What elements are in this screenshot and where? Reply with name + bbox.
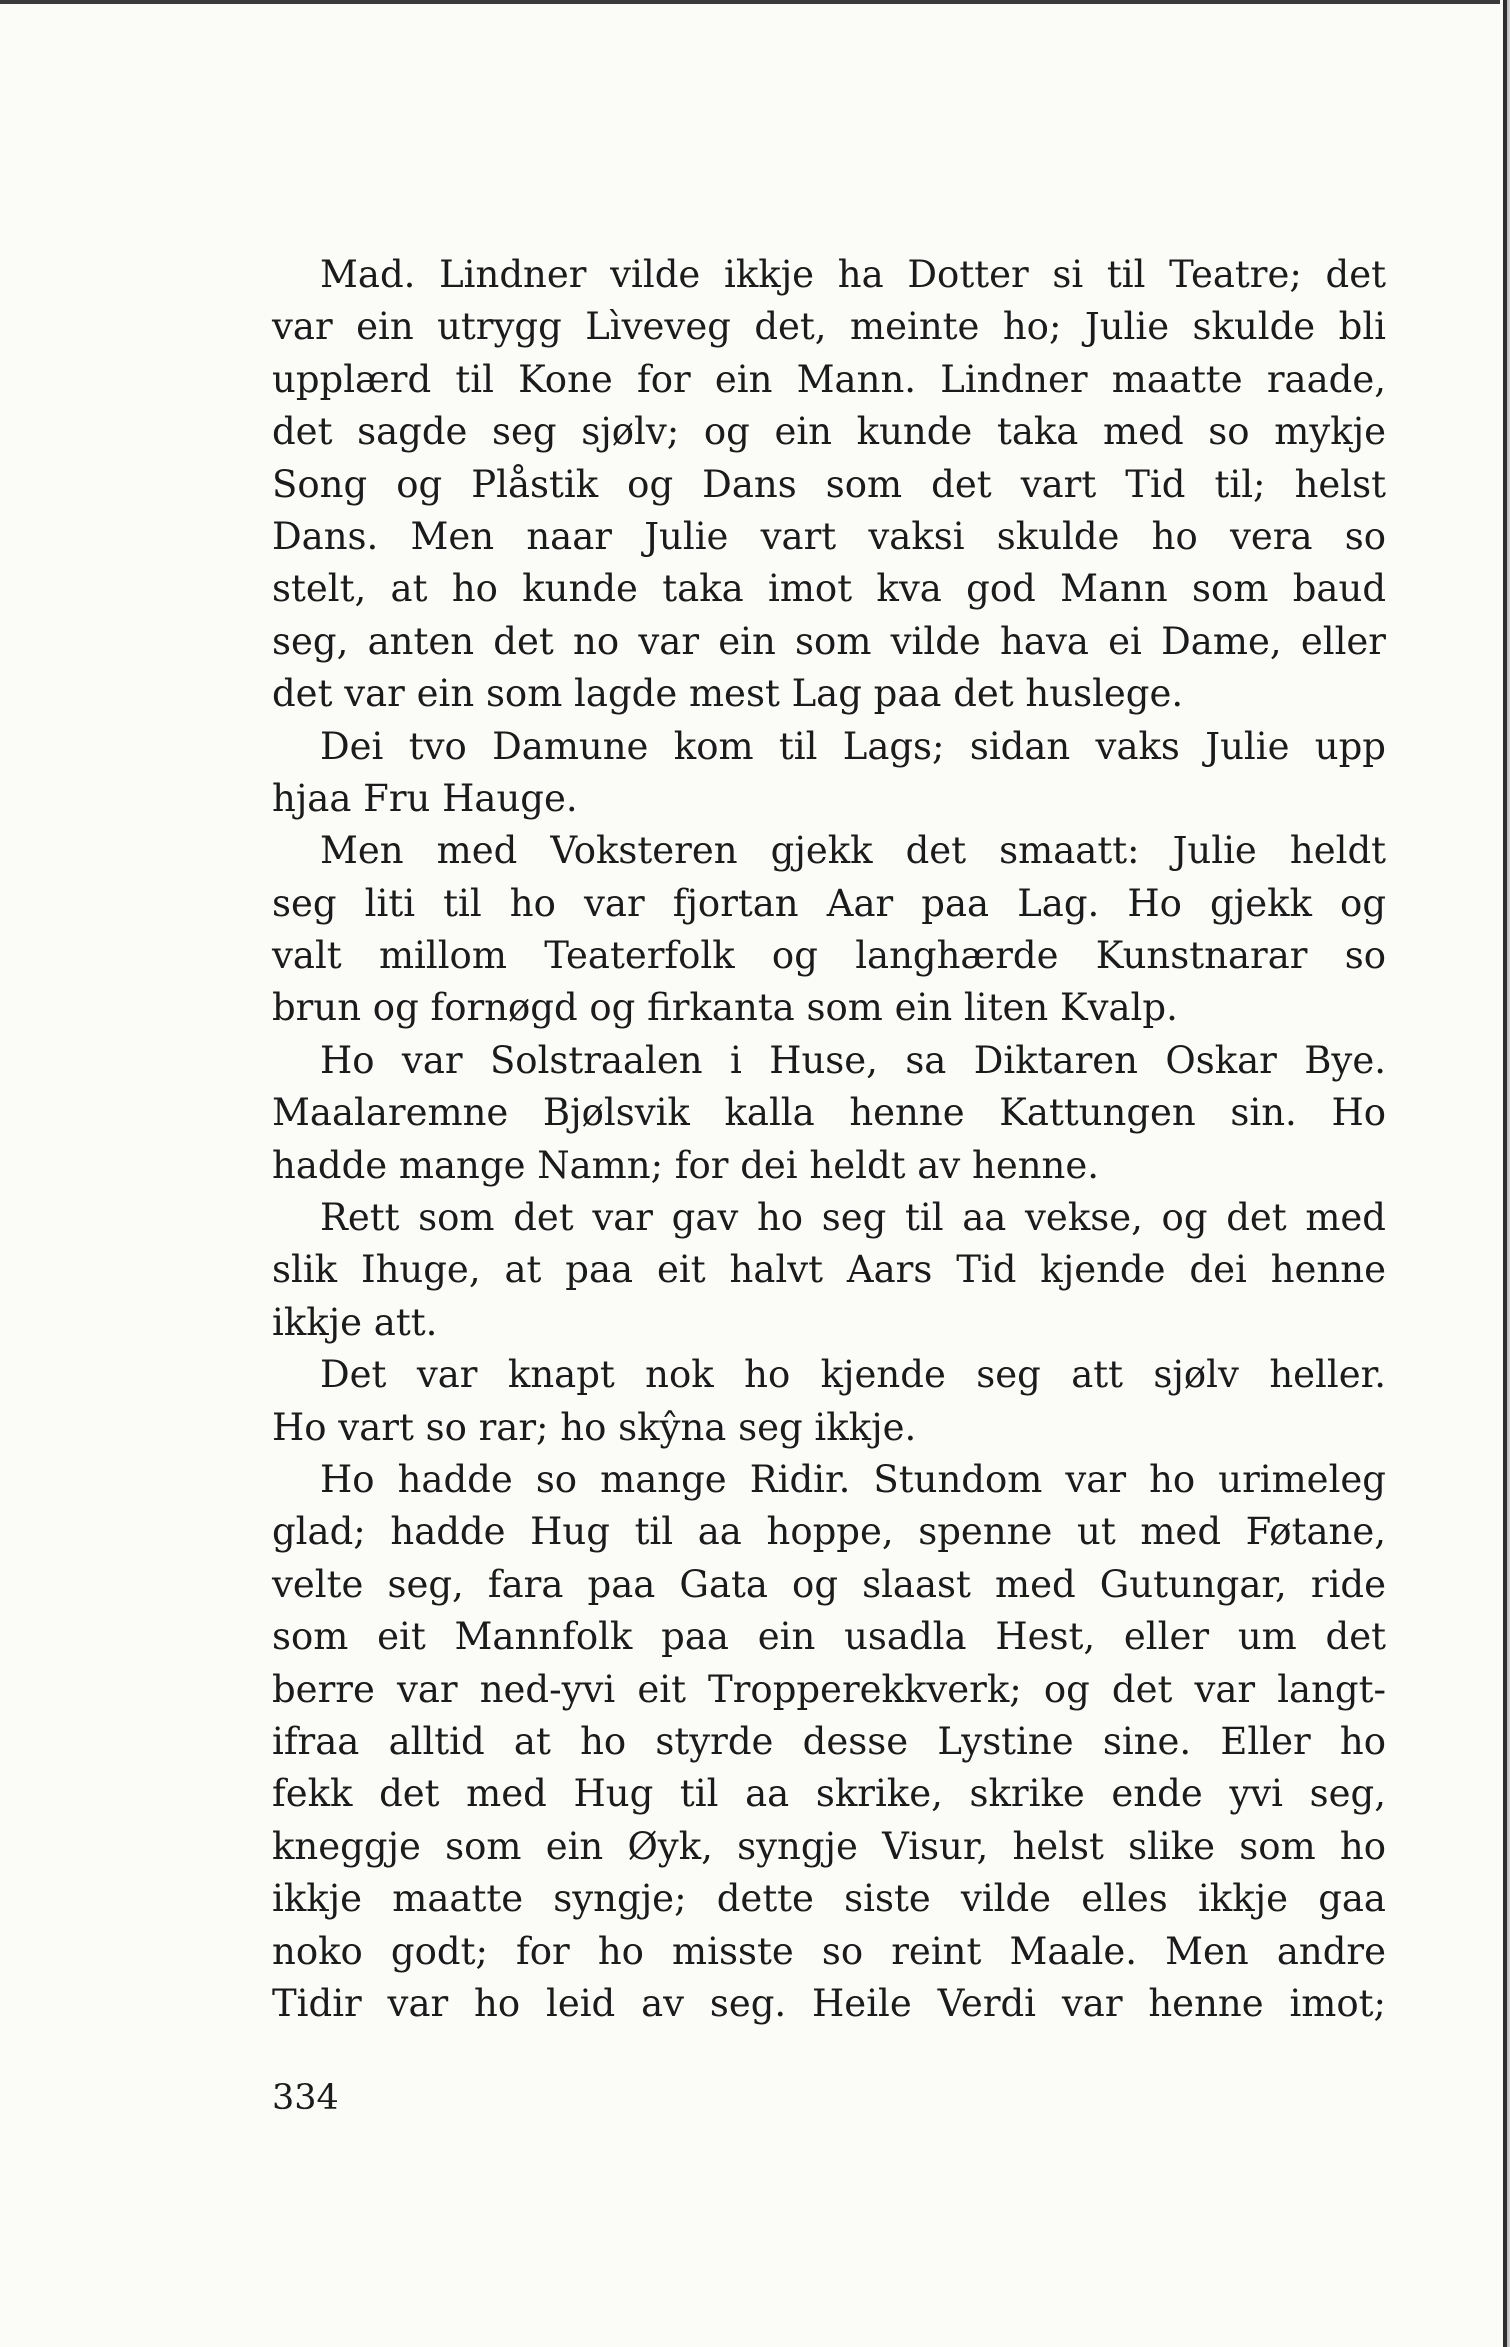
text-line: som eit Mannfolk paa ein usadla Hest, eller um det	[272, 1615, 1386, 1659]
text-line: Ho var Solstraalen i Huse, sa Diktaren Oskar Bye.	[320, 1038, 1386, 1082]
page-top-edge	[0, 0, 1510, 4]
text-line: det var ein som lagde mest Lag paa det huslege.	[272, 672, 1184, 716]
text-line: ikkje maatte syngje; dette siste vilde elles ikkje gaa	[272, 1877, 1386, 1921]
text-line: ikkje att.	[272, 1300, 438, 1344]
text-line: stelt, at ho kunde taka imot kva god Mann som baud	[272, 567, 1386, 611]
text-line: velte seg, fara paa Gata og slaast med Gutungar, ride	[272, 1562, 1386, 1606]
text-line: seg liti til ho var fjortan Aar paa Lag. Ho gjekk og	[272, 881, 1386, 925]
text-line: Dei tvo Damune kom til Lags; sidan vaks Julie upp	[320, 724, 1386, 768]
text-line: seg, anten det no var ein som vilde hava ei Dame, eller	[272, 619, 1386, 663]
paragraph	[272, 1035, 1386, 1192]
text-line: Song og Plåstik og Dans som det vart Tid til; helst	[272, 462, 1386, 506]
paragraph	[272, 1454, 1386, 2030]
text-line: Rett som det var gav ho seg til aa vekse, og det med	[320, 1196, 1386, 1240]
text-line: Det var knapt nok ho kjende seg att sjølv heller.	[320, 1353, 1386, 1397]
text-line: berre var ned-yvi eit Tropperekkverk; og det var langt-	[272, 1667, 1386, 1711]
text-line: hadde mange Namn; for dei heldt av henne.	[272, 1143, 1100, 1187]
paragraph	[272, 825, 1386, 1035]
page-right-edge	[1500, 0, 1510, 2347]
text-line: ifraa alltid at ho styrde desse Lystine sine. Eller ho	[272, 1719, 1386, 1763]
text-line: noko godt; for ho misste so reint Maale. Men andre	[272, 1929, 1386, 1973]
text-line: hjaa Fru Hauge.	[272, 776, 578, 820]
text-line: glad; hadde Hug til aa hoppe, spenne ut med Føtane,	[272, 1510, 1386, 1554]
text-line: var ein utrygg Lìveveg det, meinte ho; Julie skulde bli	[272, 305, 1386, 349]
text-line: det sagde seg sjølv; og ein kunde taka med so mykje	[272, 410, 1386, 454]
text-line: Men med Voksteren gjekk det smaatt: Julie heldt	[320, 829, 1386, 873]
text-line: fekk det med Hug til aa skrike, skrike ende yvi seg,	[272, 1772, 1386, 1816]
text-line: slik Ihuge, at paa eit halvt Aars Tid kjende dei henne	[272, 1248, 1386, 1292]
text-line: Tidir var ho leid av seg. Heile Verdi var henne imot;	[272, 1981, 1386, 2025]
text-line: Dans. Men naar Julie vart vaksi skulde ho vera so	[272, 514, 1386, 558]
text-line: Maalaremne Bjølsvik kalla henne Kattungen sin. Ho	[272, 1091, 1386, 1135]
paragraph	[272, 1192, 1386, 1349]
paragraph	[272, 249, 1386, 721]
text-line: Ho vart so rar; ho skŷna seg ikkje.	[272, 1405, 917, 1449]
paragraph	[272, 721, 1386, 826]
paragraph	[272, 1349, 1386, 1454]
text-line: valt millom Teaterfolk og langhærde Kunstnarar so	[272, 934, 1386, 978]
text-line: Mad. Lindner vilde ikkje ha Dotter si til Teatre; det	[320, 253, 1386, 296]
text-line: upplærd til Kone for ein Mann. Lindner maatte raade,	[272, 357, 1386, 401]
body-text	[272, 249, 1386, 2030]
text-line: Ho hadde so mange Ridir. Stundom var ho urimeleg	[320, 1457, 1386, 1501]
text-line: brun og fornøgd og firkanta som ein liten Kvalp.	[272, 986, 1178, 1030]
page-number: 334	[272, 2078, 339, 2118]
text-line: kneggje som ein Øyk, syngje Visur, helst slike som ho	[272, 1824, 1386, 1868]
